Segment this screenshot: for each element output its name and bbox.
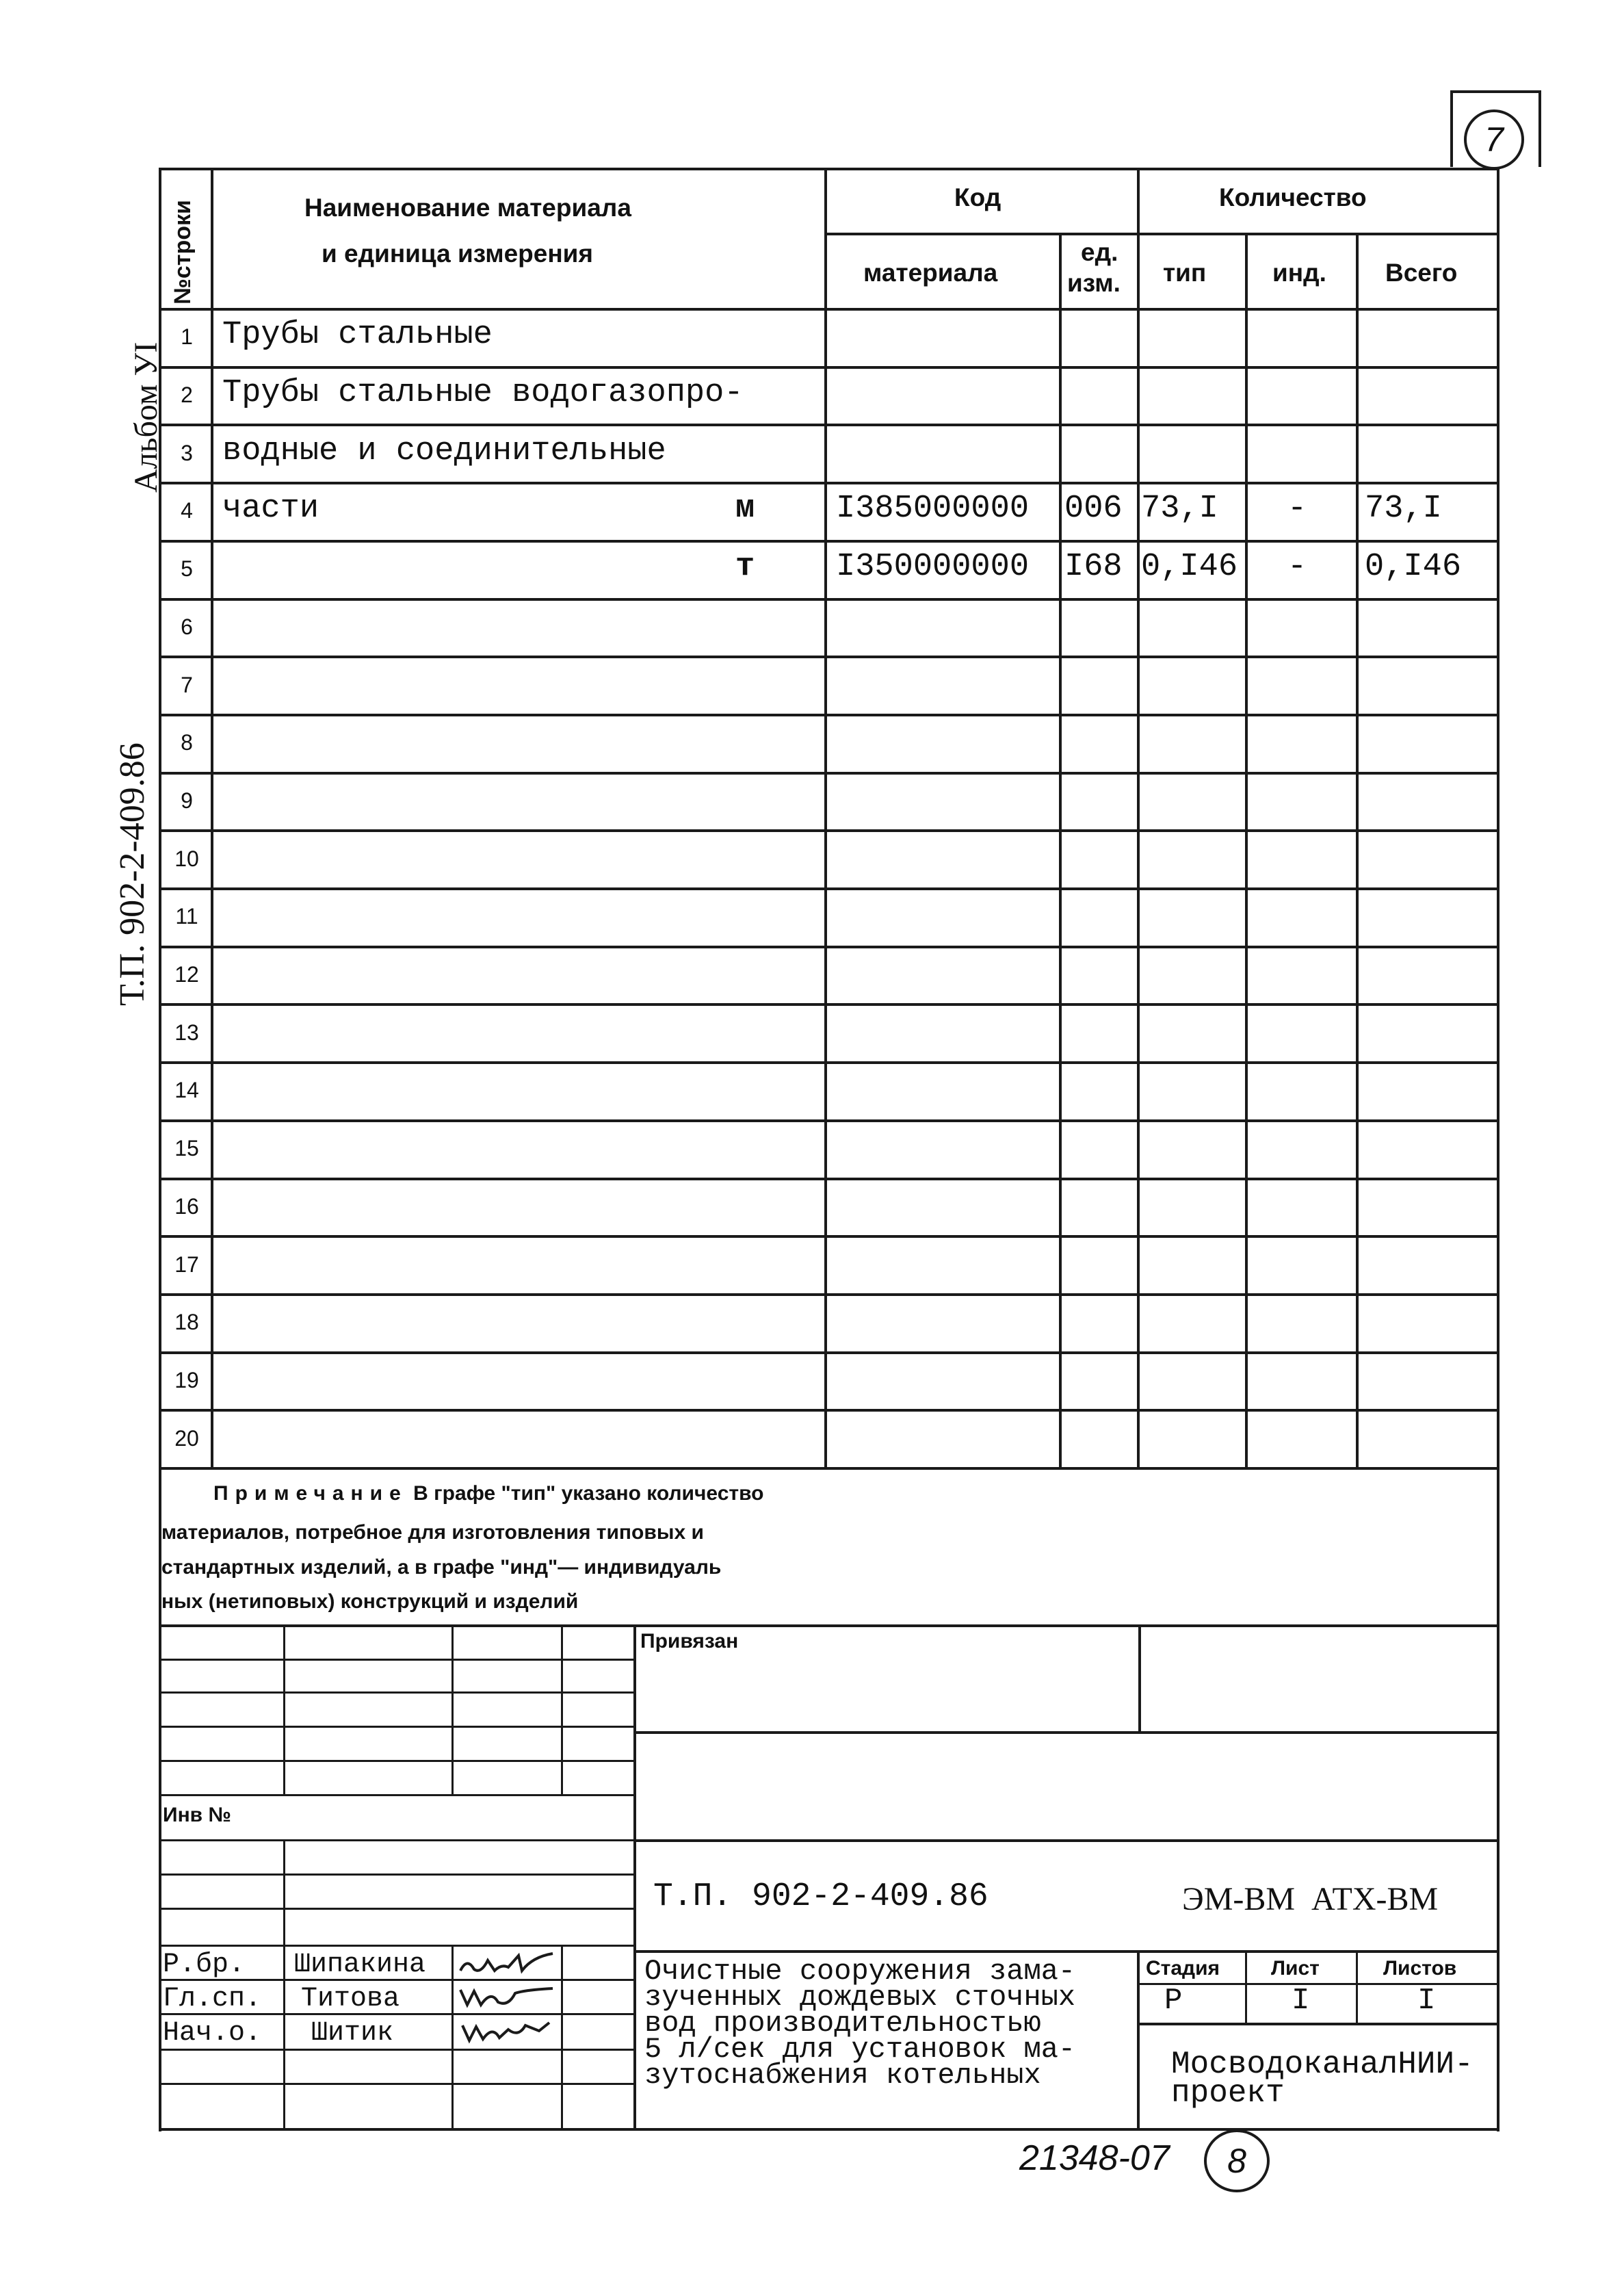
cell-ind: - [1287,549,1307,585]
inv-no-label: Инв № [163,1804,231,1826]
cell-name: части [222,491,319,527]
header-code: Код [954,183,1001,211]
cell-u: т [735,549,755,585]
cell-name: Трубы стальные водогазопро- [222,375,744,411]
cell-code: I385000000 [836,491,1030,527]
archive-number: 21348-07 [1019,2138,1170,2178]
stamp-title-line: зученных дождевых сточных [644,1981,1076,2014]
header-quantity: Количество [1219,183,1367,211]
row-number: 10 [174,846,199,871]
row-number: 6 [181,614,193,639]
row-number: 18 [174,1310,199,1334]
header-material: материала [863,259,998,287]
row-number: 20 [174,1426,199,1451]
cell-total: 0,I46 [1365,549,1462,585]
signer-role: Гл.сп. [163,1984,262,2014]
header-unit-1: ед. [1081,238,1118,266]
cell-type: 73,I [1141,491,1218,527]
note-title: Примечание [213,1482,408,1505]
header-type: тип [1163,259,1207,287]
signature [457,1983,560,2010]
header-row-no: №строки [170,200,196,304]
row-number: 9 [181,788,193,813]
stamp-title-line: вод производительностью [644,2007,1041,2040]
stamp-title-line: Очистные сооружения зама- [644,1955,1076,1988]
row-number: 17 [174,1252,199,1277]
row-number: 13 [174,1020,199,1045]
sheet-value: I [1292,1984,1310,2018]
header-unit-2: изм. [1067,269,1121,297]
stamp-title-line: зутоснабжения котельных [644,2059,1041,2092]
row-number: 16 [174,1194,199,1219]
signature [457,2017,560,2045]
cell-code: I350000000 [836,549,1030,585]
page-number: 7 [1464,109,1524,170]
cell-ind: - [1287,491,1307,527]
footer-sheet-number: 8 [1204,2129,1270,2192]
bound-label: Привязан [640,1630,739,1652]
header-name-line2: и единица измерения [322,239,594,268]
cell-total: 73,I [1365,491,1442,527]
sheets-value: I [1417,1984,1436,2018]
signer-name: Титова [301,1984,400,2014]
row-number: 12 [174,962,199,987]
row-number: 19 [174,1368,199,1392]
note-line1: В графе "тип" указано количество [407,1482,764,1505]
note-line3: стандартных изделий, а в графе "инд"— индивидуаль [161,1556,722,1579]
cell-unit: 006 [1064,491,1123,527]
header-name-line1: Наименование материала [304,194,631,222]
sheets-label: Листов [1383,1957,1457,1980]
row-number: 5 [181,556,193,581]
row-number: 2 [181,382,193,407]
stage-value: Р [1164,1984,1183,2018]
cell-type: 0,I46 [1141,549,1238,585]
row-number: 3 [181,441,193,465]
signer-name: Шитик [311,2018,394,2049]
stamp-title-line: 5 л/сек для установок ма- [644,2033,1076,2066]
row-number: 4 [181,498,193,523]
signer-name: Шипакина [294,1949,426,1980]
side-project-code: Т.П. 902-2-409.86 [113,742,152,1006]
row-number: 1 [181,324,193,349]
signer-role: Нач.о. [163,2018,262,2049]
sheet-label: Лист [1271,1957,1320,1980]
row-number: 15 [174,1136,199,1161]
row-number: 11 [175,904,198,929]
cell-u: м [735,491,755,527]
header-total: Всего [1385,259,1458,287]
cell-name: Трубы стальные [222,317,493,353]
signer-role: Р.бр. [163,1949,246,1980]
note-line2: материалов, потребное для изготовления типовых и [161,1521,704,1544]
stage-label: Стадия [1146,1957,1220,1980]
cell-unit: I68 [1064,549,1123,585]
org-line2: проект [1171,2075,1285,2111]
header-ind: инд. [1272,259,1326,287]
row-number: 8 [181,730,193,755]
signature [457,1950,560,1978]
cell-name: водные и соединительные [222,433,666,469]
stamp-mark: ЭМ-ВМ АТХ-ВМ [1182,1881,1439,1917]
album-label: Альбом УI [128,341,164,493]
note-line4: ных (нетиповых) конструкций и изделий [161,1590,579,1613]
row-number: 14 [174,1078,199,1102]
row-number: 7 [181,673,193,697]
stamp-doc-code: Т.П. 902-2-409.86 [653,1878,988,1915]
org-line1: МосводоканалНИИ- [1171,2047,1474,2082]
